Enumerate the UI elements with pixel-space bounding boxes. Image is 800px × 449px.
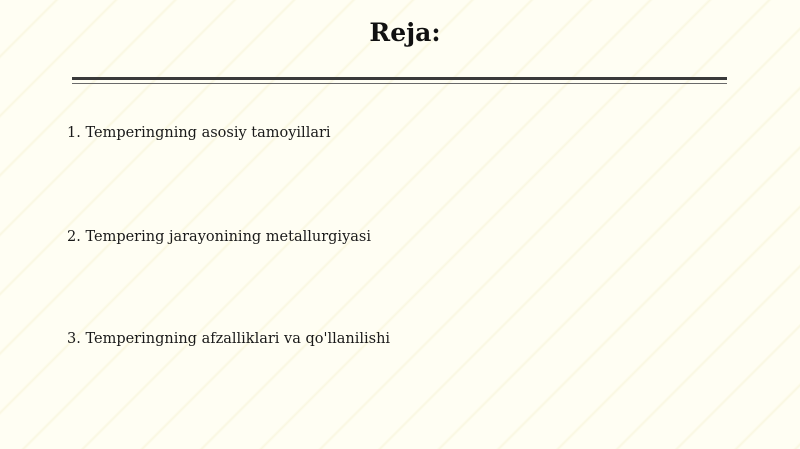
title-divider-thick	[72, 77, 727, 80]
plan-item-3: 3. Temperingning afzalliklari va qo'llanilishi	[67, 331, 391, 347]
slide-title: Reja:	[369, 18, 441, 47]
plan-item-2: 2. Tempering jarayonining metallurgiyasi	[67, 229, 371, 245]
plan-item-1: 1. Temperingning asosiy tamoyillari	[67, 125, 331, 141]
title-divider-thin	[72, 83, 727, 84]
